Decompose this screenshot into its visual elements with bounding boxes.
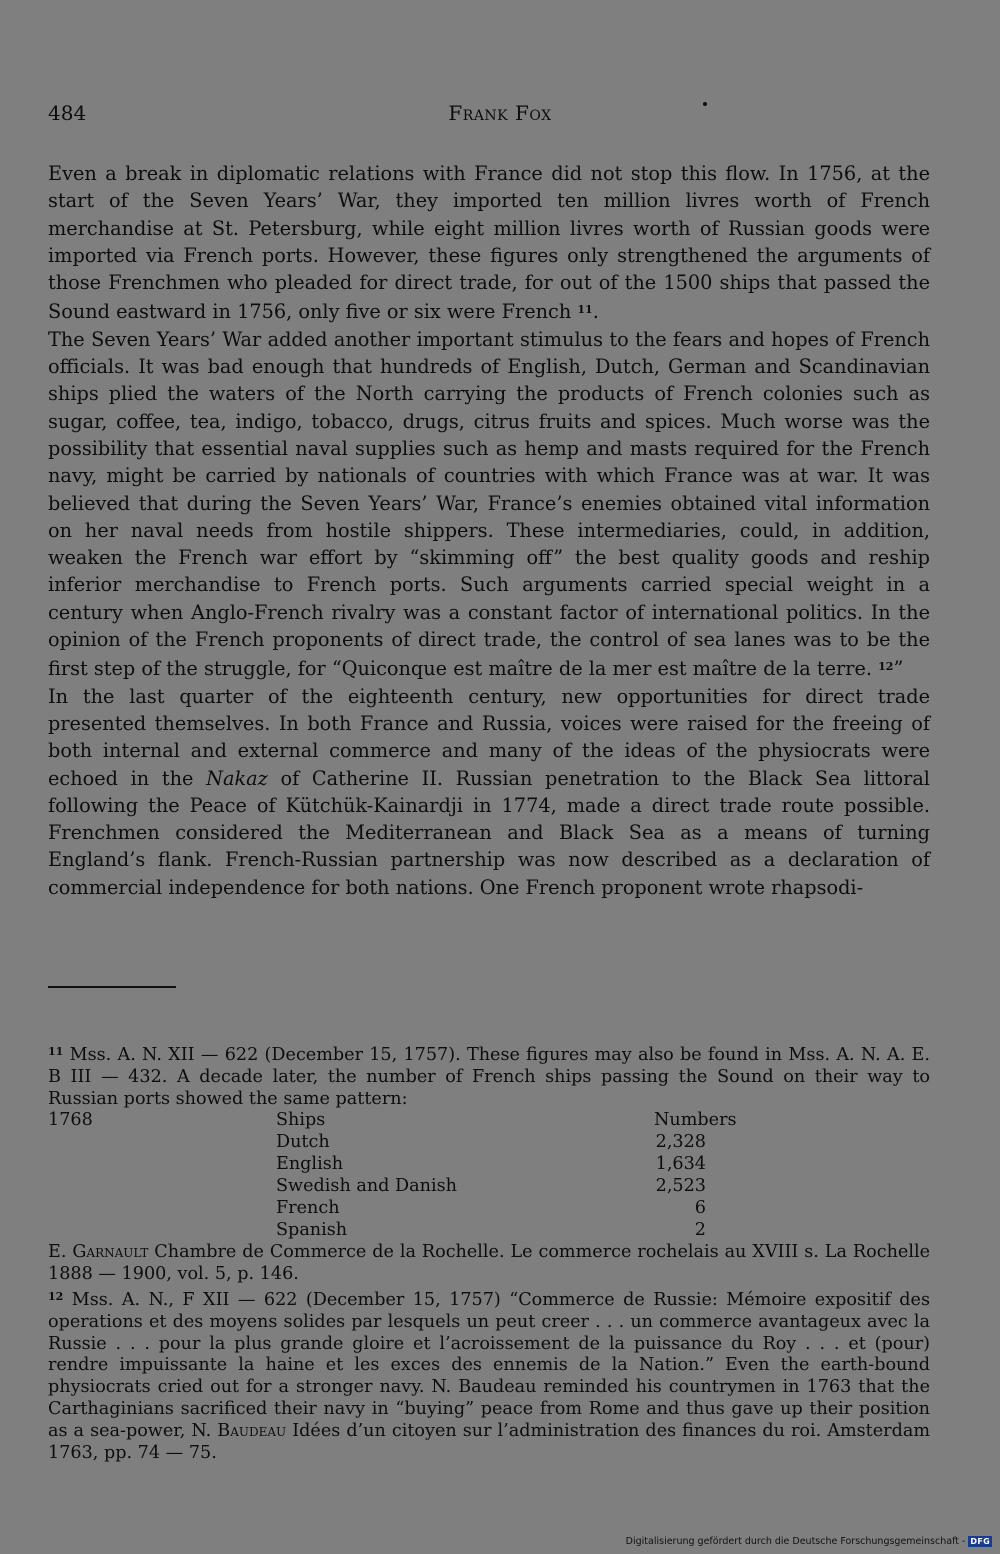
footnote-11 [48,1041,930,1110]
page-number: 484 [48,101,87,125]
paragraph-3-lead: In the last quarter of the eighteenth century, new opportunities for direct trade [48,684,930,708]
paragraph-2-text: The Seven Years’ War added another important stimulus to the fears and hopes of French officials. It was bad enough that hundreds of English, Dutch, German and Scandinavian ships plied the waters of the North carrying the products of French colonies such as sugar, coffee, tea, indigo, tobacco, drugs, citrus fruits and spices. Much worse was the possibility that essential naval supplies such as hemp and masts required for the French navy, might be carried by nationals of countries with which France was at war. It was believed that during the Seven Years’ War, France’s enemies obtained vital information on her naval needs from hostile shippers. These intermediaries, could, in addition, weaken the French war effort by “skimming off” the best quality goods and reship inferior merchandise to French ports. Such arguments carried special weight in a century when Anglo-French rivalry was a constant factor of international politics. In the opinion of the French proponents of direct trade, the control of sea lanes was to be the first step of the struggle, for “Quiconque est maître de la mer est maître de la terre. [48,327,930,681]
col-ships-header: Ships [276,1110,326,1131]
source-text: Chambre de Commerce de la Rochelle. Le commerce rochelais au XVIII s. La Rochelle 1888 — 1900, vol. 5, p. 146. [48,1242,930,1285]
footnote-ref-12[interactable]: 12 [878,660,894,674]
ship-number: 2,328 [655,1132,706,1153]
paragraph-1-text: Even a break in diplomatic relations with France did not stop this flow. In 1756, at the start of the Seven Years’ War, they imported ten million livres worth of French merchandise at St. Petersburg, while eight million livres worth of Russian goods were imported via French ports. However, these figures only strengthened the arguments of those Frenchmen who pleaded for direct trade, for out of the 1500 ships that passed the Sound eastward in 1756, only five or six were French [48,162,930,324]
table-row [48,1176,930,1198]
footnote-11-source [48,1242,930,1286]
table-year: 1768 [48,1110,93,1131]
period: . [592,300,599,324]
speck-mark [703,102,707,106]
footnote-12 [48,1286,930,1464]
nakaz-italic: Nakaz [206,766,268,790]
paragraph-3-text-a: presented themselves. In both France and Russia, voices were raised for the freeing of both internal and external commerce and many of the ideas of the physiocrats were echoed in the [48,711,930,790]
ship-number: 2 [694,1220,706,1241]
paragraph-2 [48,326,930,683]
footnote-marker-11: 11 [48,1045,64,1058]
paragraph-3-text-b: of Catherine II. Russian penetration to the Black Sea littoral following the Peace of Kütchük-Kainardji in 1774, made a direct trade route possible. Frenchmen considered the Mediterranean and Black Sea as a means of turning England’s flank. French-Russian partnership was now described as a declaration of commercial independence for both nations. One French proponent wrote rhapsodi- [48,766,930,899]
footnote-11-text: Mss. A. N. XII — 622 (December 15, 1757). These figures may also be found in Mss. A. N. A. E. B III — 432. A decade later, the number of French ships passing the Sound on their way to Russian ports showed the same pattern: [48,1045,930,1109]
ship-number: 6 [694,1198,706,1219]
footer-text: Digitalisierung gefördert durch die Deutsche Forschungsgemeinschaft - [625,1536,966,1547]
ship-name: English [276,1154,344,1175]
footnote-rule [48,986,176,988]
ship-number: 2,523 [655,1176,706,1197]
paragraph-3 [48,683,930,901]
paragraph-1 [48,160,930,326]
footnotes [48,1041,930,1464]
ship-name: Spanish [276,1220,348,1241]
footnote-12-author: Baudeau [217,1420,287,1441]
ship-number: 1,634 [655,1154,706,1175]
col-numbers-header-cell [654,1110,930,1132]
table-row [48,1220,930,1242]
digitization-footer [626,1536,992,1547]
footnote-marker-12: 12 [48,1289,64,1303]
table-row [48,1132,930,1154]
footnote-12-tail: Idées d’un citoyen sur l’administration des finances du roi. Amsterdam 1763, pp. 74 — 75. [48,1420,931,1463]
footnote-12-text: Mss. A. N., F XII — 622 (December 15, 1757) “Commerce de Russie: Mémoire expositif des operations et des moyens solides par lesquels un peut creer . . . un commerce avantageux avec la Russie . . . pour la plus grande gloire et l’acroissement de la puissance du Roy . . . et (pour) rendre impuissante la haine et les exces des ennemis de la Nation.” Even the earth-bound physiocrats cried out for a stronger navy. N. Baudeau reminded his countrymen in 1763 that the Carthaginians sacrificed their navy in “buying” peace from Rome and thus gave up their position as a sea-power, N. [48,1289,930,1441]
col-numbers-header: Numbers [654,1110,737,1131]
ship-name: French [276,1198,340,1219]
ship-table [48,1110,930,1242]
table-row [48,1198,930,1220]
source-author: E. Garnault [48,1242,149,1263]
table-row [48,1154,930,1176]
ship-name: Dutch [276,1132,330,1153]
dfg-logo: DFG [970,1537,990,1546]
close-quote: ” [893,657,904,681]
ship-name: Swedish and Danish [276,1176,457,1197]
footnote-ref-11[interactable]: 11 [577,303,593,317]
running-head: Frank Fox [448,101,552,125]
body-text [48,160,930,901]
table-header-row [48,1110,930,1132]
